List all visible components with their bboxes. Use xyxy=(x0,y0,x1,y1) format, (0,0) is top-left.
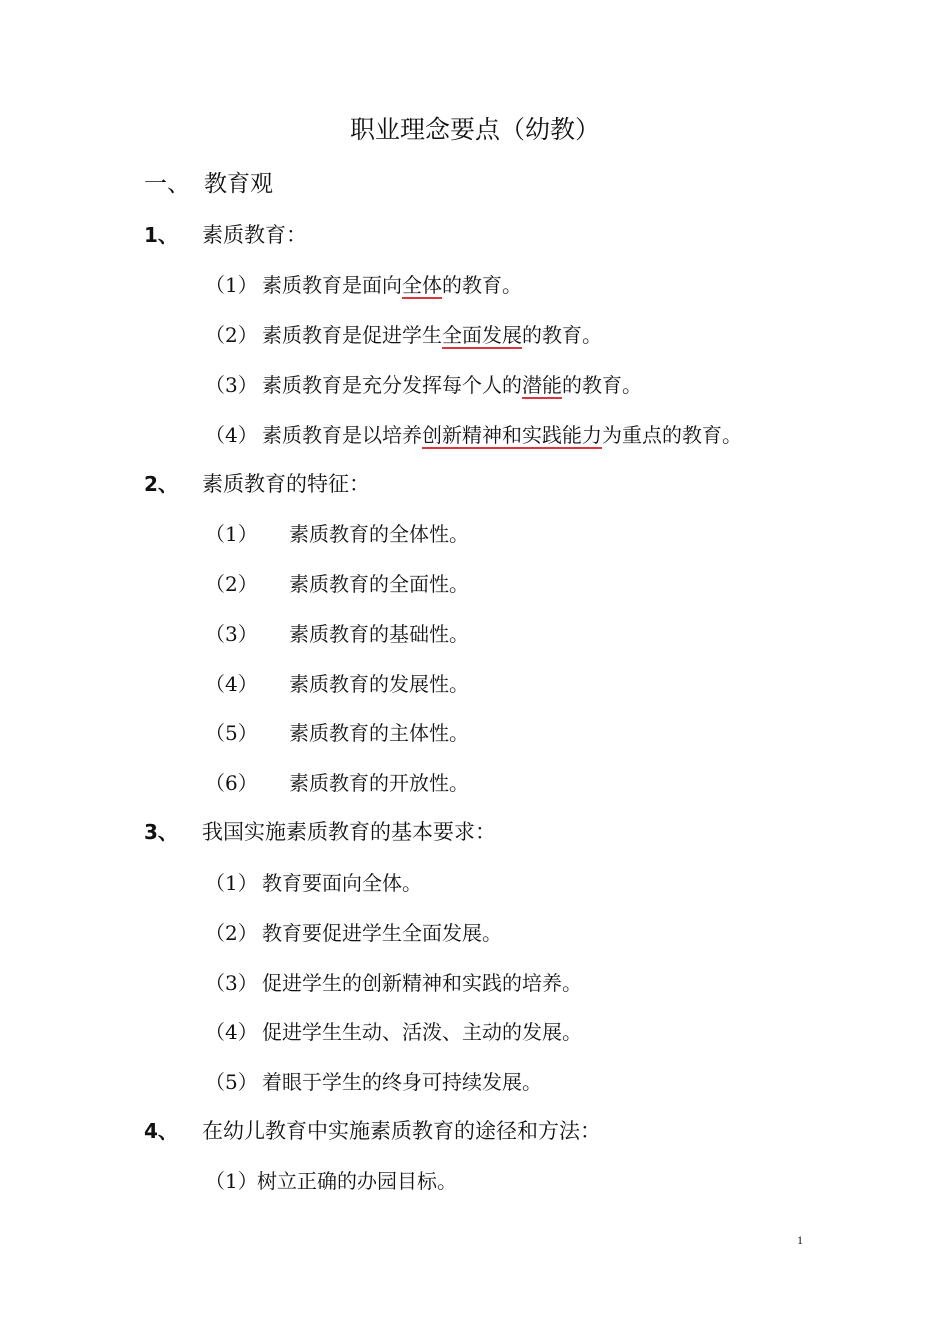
item-number: （3） xyxy=(205,622,258,646)
item-number: （2） xyxy=(205,921,258,945)
list-item xyxy=(205,918,502,948)
item-text: 的教育。 xyxy=(442,273,522,297)
item-text: 素质教育是充分发挥每个人的 xyxy=(262,373,522,397)
heading-3 xyxy=(144,817,496,847)
item-text: 的教育。 xyxy=(522,323,602,347)
item-number: （4） xyxy=(205,423,258,447)
list-item xyxy=(205,420,742,450)
heading-text: 素质教育： xyxy=(202,223,307,247)
item-number: （3） xyxy=(205,971,258,995)
heading-text: 我国实施素质教育的基本要求： xyxy=(202,820,496,844)
item-number: （1） xyxy=(205,871,258,895)
item-text: 教育要促进学生全面发展。 xyxy=(262,921,502,945)
item-number: （2） xyxy=(205,572,258,596)
list-item xyxy=(205,370,642,400)
page-number: 1 xyxy=(797,1233,803,1247)
list-item xyxy=(205,968,582,998)
section-number: 一、 xyxy=(144,171,190,197)
underlined-keyword: 全体 xyxy=(402,273,442,297)
underlined-keyword: 全面发展 xyxy=(442,323,522,347)
underlined-keyword: 创新精神和实践能力 xyxy=(422,423,602,447)
item-number: （1） xyxy=(205,522,258,546)
item-text: 素质教育的开放性。 xyxy=(289,771,469,795)
list-item xyxy=(205,519,469,549)
item-text: 素质教育是促进学生 xyxy=(262,323,442,347)
list-item xyxy=(205,768,469,798)
item-text: 树立正确的办园目标。 xyxy=(257,1169,457,1193)
item-text: 素质教育的全面性。 xyxy=(289,572,469,596)
heading-1 xyxy=(144,220,307,250)
item-number: （2） xyxy=(205,323,258,347)
heading-number: 3、 xyxy=(144,820,178,844)
item-text: 为重点的教育。 xyxy=(602,423,742,447)
heading-number: 2、 xyxy=(144,472,178,496)
list-item xyxy=(205,669,469,699)
item-number: （5） xyxy=(205,721,258,745)
underlined-keyword: 潜能 xyxy=(522,373,562,397)
item-number: （4） xyxy=(205,1020,258,1044)
list-item xyxy=(205,1067,542,1097)
heading-2 xyxy=(144,469,370,499)
item-text: 素质教育的发展性。 xyxy=(289,672,469,696)
item-text: 素质教育的主体性。 xyxy=(289,721,469,745)
heading-text: 素质教育的特征： xyxy=(202,472,370,496)
section-heading xyxy=(144,167,273,201)
item-text: 素质教育的全体性。 xyxy=(289,522,469,546)
item-number: （1） xyxy=(205,1169,258,1193)
item-text: 素质教育是以培养 xyxy=(262,423,422,447)
item-text: 素质教育是面向 xyxy=(262,273,402,297)
list-item xyxy=(205,320,602,350)
heading-number: 1、 xyxy=(144,223,178,247)
item-number: （4） xyxy=(205,672,258,696)
heading-number: 4、 xyxy=(144,1119,178,1143)
list-item xyxy=(205,270,522,300)
list-item xyxy=(205,868,422,898)
list-item xyxy=(205,1017,582,1047)
heading-4 xyxy=(144,1116,601,1146)
section-text: 教育观 xyxy=(204,171,273,197)
list-item xyxy=(205,619,469,649)
item-number: （3） xyxy=(205,373,258,397)
list-item xyxy=(205,718,469,748)
item-number: （6） xyxy=(205,771,258,795)
item-text: 教育要面向全体。 xyxy=(262,871,422,895)
item-text: 着眼于学生的终身可持续发展。 xyxy=(262,1070,542,1094)
item-text: 促进学生的创新精神和实践的培养。 xyxy=(262,971,582,995)
item-text: 的教育。 xyxy=(562,373,642,397)
list-item xyxy=(205,1166,457,1196)
heading-text: 在幼儿教育中实施素质教育的途径和方法： xyxy=(202,1119,601,1143)
item-number: （1） xyxy=(205,273,258,297)
item-number: （5） xyxy=(205,1070,258,1094)
item-text: 素质教育的基础性。 xyxy=(289,622,469,646)
item-text: 促进学生生动、活泼、主动的发展。 xyxy=(262,1020,582,1044)
list-item xyxy=(205,569,469,599)
page-title: 职业理念要点（幼教） xyxy=(349,115,600,144)
